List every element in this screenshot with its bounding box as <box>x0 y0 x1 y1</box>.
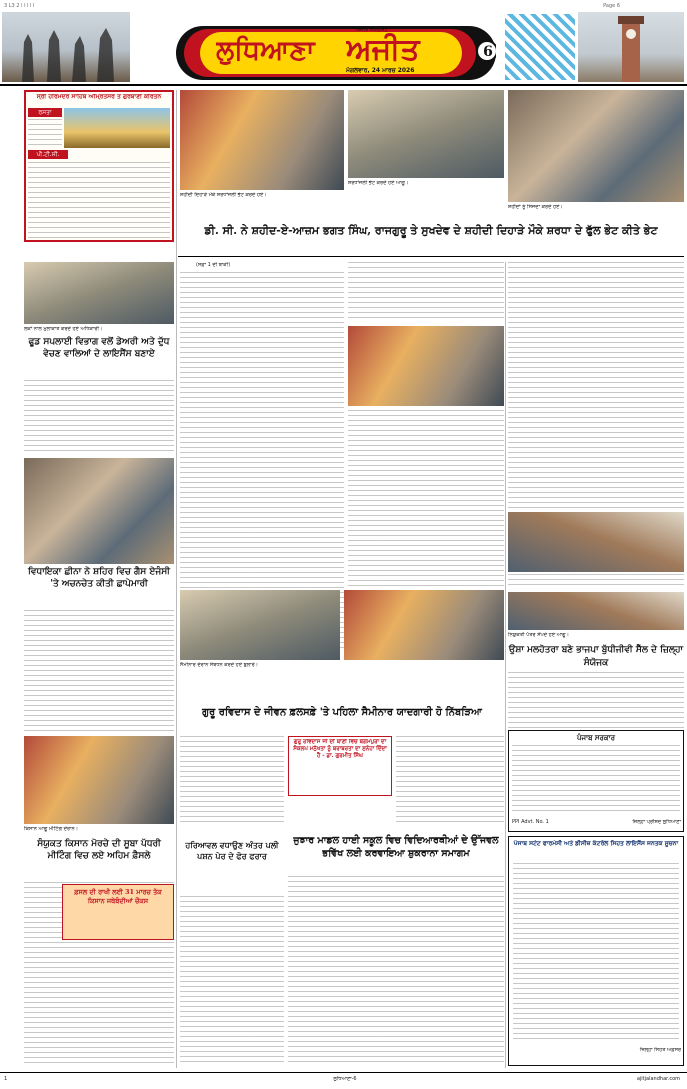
story1-body <box>24 380 174 454</box>
statue-silhouette-icon <box>2 12 130 82</box>
notice2-body <box>513 863 679 1043</box>
box-ad-text-2 <box>28 162 170 238</box>
story6-body <box>180 896 284 1066</box>
story6-headline: ਹਰਿਆਵਲ ਵਧਾਉਣ ਅੰਤਰ ਪਲੀ ਪਸ਼ਨ ਪੇਰ ਦੇ ਫੋਰ ਫਰਾਰ <box>185 840 279 861</box>
story4-body <box>508 672 684 728</box>
photo-tribute-1 <box>180 90 344 190</box>
story3-caption: ਸੈਮੀਨਾਰ ਦੌਰਾਨ ਸੰਬੋਧਨ ਕਰਦੇ ਹੋਏ ਬੁਲਾਰੇ। <box>180 662 259 668</box>
notice1-body <box>512 745 680 815</box>
story3-headline: ਗੁਰੂ ਰਵਿਦਾਸ ਦੇ ਜੀਵਨ ਫ਼ਲਸਫ਼ੇ 'ਤੇ ਪਹਿਲਾ ਸੈਮੀਨਾਰ ਯਾਦਗਾਰੀ ਹੋ ਨਿੱਬੜਿਆ <box>202 707 482 718</box>
photo-tribute-2 <box>348 90 504 178</box>
caption-tribute-3: ਸ਼ਹੀਦਾਂ ਨੂੰ ਸਿਜਦਾ ਕਰਦੇ ਹੋਏ। <box>508 204 563 210</box>
story4-headline: ਉਸ਼ਾ ਮਲਹੋਤਰਾ ਬਣੇ ਭਾਜਪਾ ਬੁੱਧੀਜੀਵੀ ਸੈੱਲ ਦੇ ਜ਼ਿਲ੍ਹਾ ਸੰਯੋਜਕ <box>508 645 684 668</box>
masthead-pattern <box>505 14 575 80</box>
lead-body-col4 <box>508 262 684 510</box>
clocktower-icon <box>578 12 684 82</box>
story1-headline: ਫੂਡ ਸਪਲਾਈ ਵਿਭਾਗ ਵਲੋਂ ਡੇਅਰੀ ਅਤੇ ਦੁੱਧ ਵੇਚਣ ਵਾਲਿਆਂ ਦੇ ਲਾਇਸੈਂਸ ਬਣਾਏ <box>28 337 170 359</box>
box-ad-title: ਸ੍ਰੀ ਹਰਿਮੰਦਰ ਸਾਹਿਬ ਅੰਮ੍ਰਿਤਸਰ ਤੋਂ ਗੁਰਬਾਣੀ ਕੀਰਤਨ <box>36 94 162 100</box>
masthead-rule <box>0 84 687 86</box>
masthead-city: ਲੁਧਿਆਣਾ <box>216 35 315 66</box>
box-ad-badge-1: ਰਸਤਾ <box>28 108 62 117</box>
box-ad-text-1 <box>28 119 62 147</box>
masthead-date: ਮੰਗਲਵਾਰ, 24 ਮਾਰਚ 2026 <box>346 67 415 74</box>
notice1-header: ਪੰਜਾਬ ਸਰਕਾਰ <box>576 733 615 742</box>
story6-promo: ਫ਼ਸਲ ਦੀ ਰਾਖੀ ਲਈ 31 ਮਾਰਚ ਤੱਕ ਕਿਸਾਨ ਜਥੇਬੰਦੀਆਂ ਚੌਕਸ <box>74 888 162 905</box>
story7-body <box>288 876 504 1066</box>
box-ad <box>24 90 174 242</box>
story1-photo <box>24 262 174 324</box>
lead-dateline: (ਸਫ਼ਾ 1 ਦੀ ਬਾਕੀ) <box>196 262 231 268</box>
story5-headline: ਸੰਯੁਕਤ ਕਿਸਾਨ ਮੋਰਚੇ ਦੀ ਸੂਬਾ ਪੱਧਰੀ ਮੀਟਿੰਗ ਵਿਚ ਲਏ ਅਹਿਮ ਫ਼ੈਸਲੇ <box>37 839 161 861</box>
lead-inset-photo <box>348 326 504 406</box>
notice1-box <box>508 730 684 832</box>
notice2-box <box>508 836 684 1066</box>
story2-body <box>24 610 174 732</box>
story6-promo-box <box>62 884 174 940</box>
story3-body-2 <box>396 736 504 826</box>
lead-headline: ਡੀ. ਸੀ. ਨੇ ਸ਼ਹੀਦ-ਏ-ਆਜ਼ਮ ਭਗਤ ਸਿੰਘ, ਰਾਜਗੁਰੂ ਤੇ ਸੁਖਦੇਵ ਦੇ ਸ਼ਹੀਦੀ ਦਿਹਾੜੇ ਮੌਕੇ ਸ਼ਰਧਾ ਦੇ ਫੁੱਲ ਭੇਟ ਕੀਤੇ ਭੇਟ <box>204 224 658 237</box>
story3-pullquote: ਗੁਰੂ ਰਵਿਦਾਸ ਜੀ ਦੀ ਬਾਣੀ ਵਿਚ ਬੇਗਮਪੁਰਾ ਦਾ ਸੰਕਲਪ ਮਨੁੱਖਤਾ ਨੂੰ ਬਰਾਬਰਤਾ ਦਾ ਸੁਨੇਹਾ ਦਿੰਦਾ ਹੈ - ਡਾ. ਗੁਰਮੀਤ ਸਿੰਘ <box>293 739 387 759</box>
masthead-banner <box>176 26 496 80</box>
right-inset-photo <box>508 512 684 572</box>
column-rule-1 <box>176 90 177 1068</box>
lead-rule <box>178 256 684 257</box>
notice1-sign: ਜ਼ਿਲ੍ਹਾ ਪ੍ਰੀਸ਼ਦ ਲੁਧਿਆਣਾ <box>632 819 681 825</box>
right-body-col <box>508 574 684 588</box>
notice2-title: ਪੰਜਾਬ ਸਟੇਟ ਫਾਰਮੇਸੀ ਅਤੇ ਡੀਸੀਜ਼ ਕੰਟਰੋਲ ਸਿਹਤ ਲਾਇਸੈਂਸ ਜਨਤਕ ਸੂਚਨਾ <box>513 840 679 847</box>
story3-pullquote-box <box>288 736 392 796</box>
notice1-adv: PPI Advt. No. 1 <box>512 819 549 825</box>
lead-body-col2 <box>348 262 504 322</box>
story7-headline: ਜੁਝਾਰ ਮਾਡਲ ਹਾਈ ਸਕੂਲ ਵਿਚ ਵਿਦਿਆਰਥੀਆਂ ਦੇ ਉੱਜਵਲ ਭਵਿੱਖ ਲਈ ਕਰਵਾਇਆ ਸ਼ੁਕਰਾਨਾ ਸਮਾਗਮ <box>293 835 499 859</box>
story4-caption: ਨਿਯੁਕਤੀ ਪੱਤਰ ਸੌਂਪਦੇ ਹੋਏ ਆਗੂ। <box>508 632 569 638</box>
story2-headline: ਵਿਧਾਇਕਾ ਛੀਨਾ ਨੇ ਸ਼ਹਿਰ ਵਿਚ ਗੈਸ ਏਜੰਸੀ 'ਤੇ ਅਚਨਚੇਤ ਕੀਤੀ ਛਾਪੇਮਾਰੀ <box>28 567 170 589</box>
masthead-left-statue-photo <box>2 12 130 82</box>
footer-left: 1 <box>4 1076 8 1082</box>
column-rule-2 <box>505 262 506 1068</box>
photo-tribute-3 <box>508 90 684 202</box>
masthead-right-clocktower-photo <box>578 12 684 82</box>
notice2-sign: ਜ਼ਿਲ੍ਹਾ ਸਿਹਤ ਅਫ਼ਸਰ <box>639 1047 681 1053</box>
footer-rule <box>0 1072 687 1073</box>
golden-temple-photo <box>64 108 170 148</box>
story3-body-1 <box>180 736 284 826</box>
lead-body-col3 <box>348 410 504 590</box>
story5-caption: ਕਿਸਾਨ ਆਗੂ ਮੀਟਿੰਗ ਦੌਰਾਨ। <box>24 826 79 832</box>
footer-mid: ਲੁਧਿਆਣਾ-6 <box>333 1076 357 1082</box>
page-number: 6 <box>483 44 493 60</box>
story4-photo <box>508 592 684 630</box>
caption-tribute-1: ਸ਼ਹੀਦੀ ਦਿਹਾੜੇ ਮੌਕੇ ਸ਼ਰਧਾਂਜਲੀ ਭੇਟ ਕਰਦੇ ਹੋਏ। <box>180 192 267 198</box>
story3-photo-1 <box>180 590 340 660</box>
box-ad-badge-2: ਪੀ.ਟੀ.ਸੀ. <box>28 150 68 159</box>
footer-right: ajitjalandhar.com <box>636 1076 680 1082</box>
top-meta: 3 L3 2 l l l l l <box>4 3 35 9</box>
story3-photo-2 <box>344 590 504 660</box>
story1-caption: ਲੋਕਾਂ ਨਾਲ ਮੁਲਾਕਾਤ ਕਰਦੇ ਹੋਏ ਅਧਿਕਾਰੀ। <box>24 326 103 332</box>
caption-tribute-2: ਸ਼ਰਧਾਂਜਲੀ ਭੇਟ ਕਰਦੇ ਹੋਏ ਆਗੂ। <box>348 180 409 186</box>
story2-photo <box>24 458 174 564</box>
story5-photo <box>24 736 174 824</box>
masthead-small-top: ਅਜੀਤ ਸਪਲੀਮੈਂਟ <box>356 27 388 33</box>
masthead-paper-name: ਅਜੀਤ <box>346 32 420 67</box>
page-meta: Page 6 <box>603 3 620 9</box>
